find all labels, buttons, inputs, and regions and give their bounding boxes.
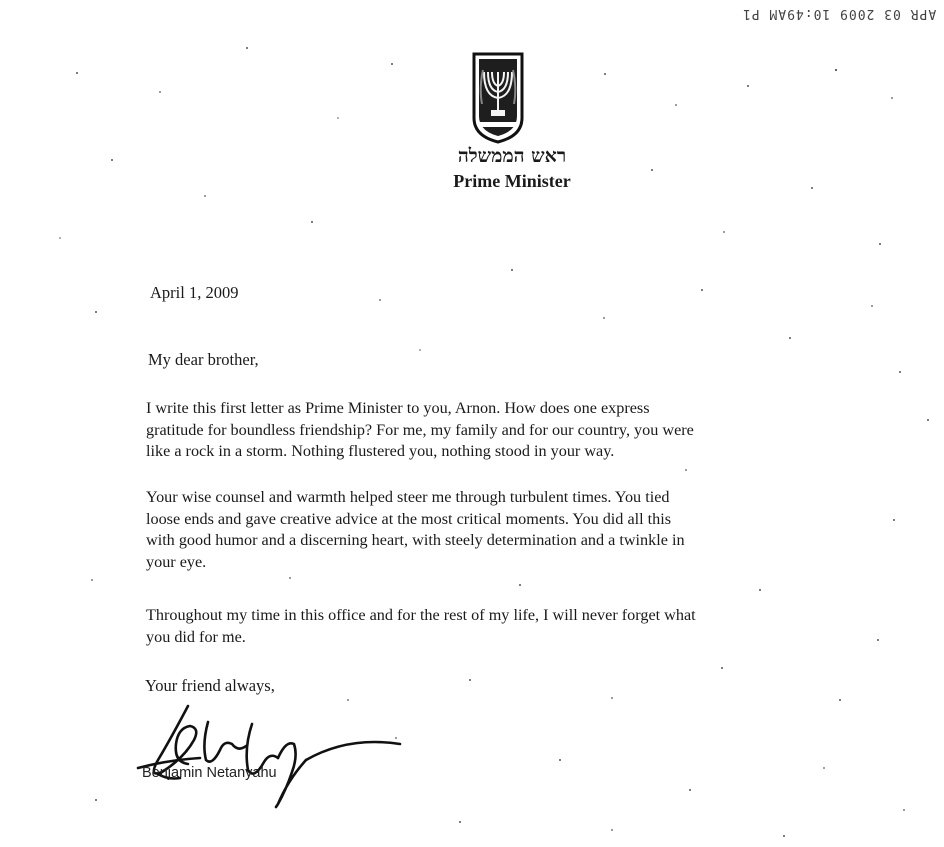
salutation: My dear brother,: [148, 350, 259, 369]
closing: Your friend always,: [145, 676, 275, 695]
fax-header-stamp: APR 03 2009 10:49AM P1: [741, 6, 936, 21]
paragraph-line: loose ends and gave creative advice at the most critical moments. You did all this: [146, 509, 672, 528]
paragraph-2: [146, 487, 685, 573]
paragraph-line: like a rock in a storm. Nothing flustered you, nothing stood in your way.: [146, 442, 615, 460]
paragraph-line: I write this first letter as Prime Minister to you, Arnon. How does one express: [146, 399, 650, 417]
office-title-english: Prime Minister: [453, 171, 571, 191]
paragraph-line: Throughout my time in this office and for the rest of my life, I will never forget what: [146, 606, 696, 624]
paragraph-line: your eye.: [146, 552, 207, 571]
state-emblem-menorah-icon: [470, 48, 526, 144]
paragraph-line: you did for me.: [146, 627, 246, 646]
office-title-hebrew: ראש הממשלה: [457, 145, 567, 167]
paragraph-3: [146, 605, 696, 648]
paragraph-line: gratitude for boundless friendship? For me, my family and for our country, you were: [146, 420, 694, 439]
paragraph-line: with good humor and a discerning heart, with steely determination and a twinkle in: [146, 531, 685, 549]
letter-date: April 1, 2009: [150, 283, 239, 302]
signer-name: Benjamin Netanyahu: [142, 765, 277, 781]
paragraph-1: [146, 398, 694, 463]
handwritten-signature: [128, 700, 428, 810]
paragraph-line: Your wise counsel and warmth helped steer me through turbulent times. You tied: [146, 488, 670, 506]
